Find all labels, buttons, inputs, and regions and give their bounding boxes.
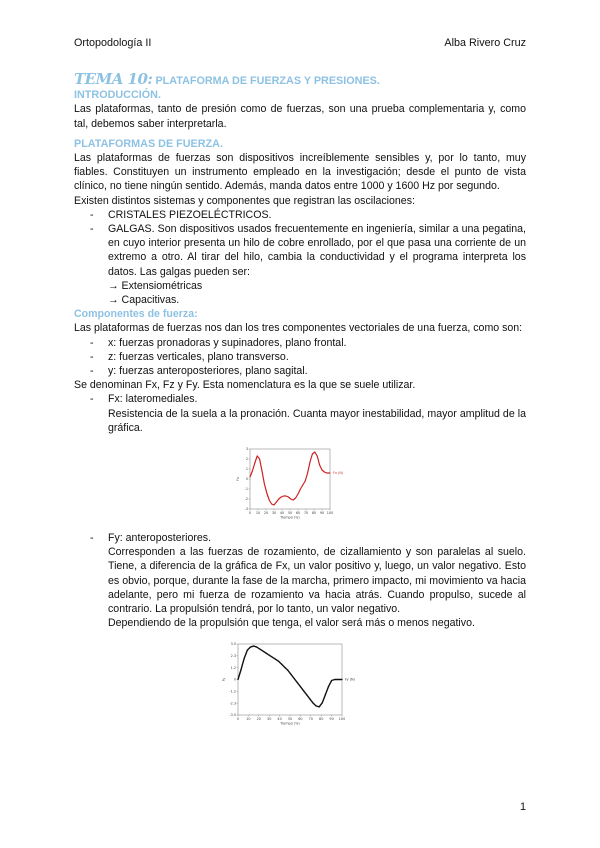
data-point <box>262 650 263 651</box>
data-point <box>303 690 304 691</box>
data-point <box>281 497 282 498</box>
data-point <box>259 648 260 649</box>
data-point <box>275 658 276 659</box>
y-tick-label: -1.2 <box>229 689 236 694</box>
list-item-text: y: fuerzas anteroposteriores, plano sagital. <box>108 365 308 378</box>
galga-type-capacitivas: → Capacitivas. <box>108 294 180 307</box>
y-tick-label: -3.5 <box>229 712 236 717</box>
list-bullet: - <box>90 223 94 236</box>
list-item <box>74 222 526 307</box>
fx-chart <box>236 443 348 521</box>
data-point <box>315 705 316 706</box>
list-item <box>74 336 526 350</box>
data-point <box>271 504 272 505</box>
data-point <box>290 673 291 674</box>
list-item-text: GALGAS. Son dispositivos usados frecuentemente en ingeniería, similar a una pegatina, en cuyo interior presenta un hilo de cobre enrollado, por el que pasa una corriente de un extremo a otro. Al tirar del hilo, cambia la conductividad y el programa interpreta los datos. Las galgas pueden ser: <box>108 223 526 278</box>
data-point <box>269 654 270 655</box>
list-bullet: - <box>90 365 94 378</box>
data-point <box>341 678 342 679</box>
data-point <box>252 471 253 472</box>
intro-paragraph: Las plataformas, tanto de presión como de fuerzas, son una prueba complementaria y, como tal, debemos saber interpretarla. <box>74 103 526 130</box>
data-point <box>273 505 274 506</box>
x-tick-label: 60 <box>298 716 303 721</box>
data-point <box>328 685 329 686</box>
data-point <box>257 456 258 457</box>
data-point <box>249 477 250 478</box>
data-point <box>325 694 326 695</box>
data-point <box>284 666 285 667</box>
x-tick-label: 50 <box>287 716 293 721</box>
data-point <box>288 497 289 498</box>
y-axis-label: Fx <box>236 477 240 482</box>
title-text: PLATAFORMA DE FUERZAS Y PRESIONES. <box>155 75 380 87</box>
fy-text-1: Corresponden a las fuerzas de rozamiento, de cizallamiento y son paralelas al suelo. Tiene, a diferencia de la gráfica de Fx, un valor positivo y, luego, un valor negativo. Esto es obvio, porque, durante la fase de la marcha, primero impacto, mi movimiento va hacia adelante, pero mi fuerza de rozamiento va hacia atrás. Cuando propulso, sucede al contrario. La propulsión tendrá, por lo tanto, un valor negativo. <box>108 546 526 616</box>
list-item-text: x: fuerzas pronadoras y supinadores, plano frontal. <box>108 336 347 349</box>
data-point <box>287 669 288 670</box>
data-point <box>305 481 306 482</box>
list-item <box>74 364 526 378</box>
y-tick-label: 1 <box>245 467 248 472</box>
data-point <box>312 702 313 703</box>
fx-text: Resistencia de la suela a la pronación. Cuanta mayor inestabilidad, mayor amplitud de la gráfica. <box>108 407 526 434</box>
y-tick-label: 0 <box>245 477 248 482</box>
list-item <box>74 208 526 222</box>
data-point <box>265 652 266 653</box>
x-axis-label: Tiempo (%) <box>280 721 300 725</box>
data-point <box>300 685 301 686</box>
data-point <box>278 499 279 500</box>
data-point <box>306 694 307 695</box>
y-tick-label: -3 <box>244 507 248 512</box>
legend-label: Fy (N) <box>345 677 355 681</box>
data-point <box>256 646 257 647</box>
fy-item <box>74 531 526 630</box>
series-line <box>250 452 330 505</box>
y-tick-label: 3 <box>245 447 248 452</box>
fy-section <box>74 531 526 630</box>
x-tick-label: 80 <box>311 511 317 516</box>
data-point <box>322 702 323 703</box>
x-tick-label: 80 <box>319 716 324 721</box>
list-item <box>74 350 526 364</box>
plot-frame <box>238 644 342 715</box>
data-point <box>295 498 296 499</box>
data-point <box>240 668 241 669</box>
page-content <box>74 72 526 727</box>
y-tick-label: 0 <box>233 677 236 682</box>
x-tick-label: 20 <box>256 716 261 721</box>
data-point <box>276 502 277 503</box>
data-point <box>290 499 291 500</box>
data-point <box>334 678 335 679</box>
fy-title: Fy: anteroposteriores. <box>108 532 212 545</box>
y-tick-label: -2 <box>244 497 248 502</box>
y-tick-label: 3.5 <box>230 641 236 646</box>
x-tick-label: 100 <box>326 511 334 516</box>
data-point <box>253 645 254 646</box>
x-tick-label: 0 <box>236 716 240 721</box>
x-tick-label: 0 <box>248 511 252 516</box>
fx-section <box>74 392 526 435</box>
data-point <box>300 489 301 490</box>
y-tick-label: -2.3 <box>229 700 236 705</box>
data-point <box>324 472 325 473</box>
data-point <box>259 459 260 460</box>
x-tick-label: 50 <box>287 511 293 516</box>
fx-item <box>74 392 526 435</box>
data-point <box>317 456 318 457</box>
data-point <box>302 485 303 486</box>
legend-label: Fx (N) <box>333 471 344 476</box>
series-line <box>238 646 342 707</box>
list-bullet: - <box>90 350 94 363</box>
data-point <box>250 646 251 647</box>
data-point <box>337 678 338 679</box>
plataformas-heading: PLATAFORMAS DE FUERZA. <box>74 137 223 150</box>
data-point <box>326 473 327 474</box>
data-point <box>278 660 279 661</box>
x-tick-label: 40 <box>277 716 282 721</box>
data-point <box>266 493 267 494</box>
tema-label: TEMA 10: <box>74 70 153 88</box>
y-tick-label: -1 <box>244 487 248 492</box>
data-point <box>314 452 315 453</box>
x-tick-label: 90 <box>329 716 334 721</box>
fy-chart <box>222 639 362 727</box>
list-bullet: - <box>90 532 94 545</box>
fx-title: Fx: lateromediales. <box>108 393 198 406</box>
x-tick-label: 70 <box>303 511 309 516</box>
data-point <box>318 706 319 707</box>
componentes-paragraph-2: Se denominan Fx, Fz y Fy. Esta nomenclatura es la que se suele utilizar. <box>74 379 416 392</box>
x-tick-label: 40 <box>279 511 285 516</box>
data-point <box>309 462 310 463</box>
data-point <box>297 494 298 495</box>
data-point <box>269 500 270 501</box>
x-tick-label: 100 <box>338 716 346 721</box>
data-point <box>293 500 294 501</box>
componentes-heading: Componentes de fuerza: <box>74 308 198 321</box>
plataformas-paragraph-2: Existen distintos sistemas y componentes que registran las oscilaciones: <box>74 194 415 207</box>
data-point <box>264 484 265 485</box>
x-tick-label: 30 <box>267 716 272 721</box>
y-axis-label: Fy <box>222 677 226 681</box>
x-tick-label: 60 <box>295 511 301 516</box>
data-point <box>285 496 286 497</box>
data-point <box>281 663 282 664</box>
fy-text-2: Dependiendo de la propulsión que tenga, el valor será más o menos negativo. <box>108 617 475 630</box>
header-course: Ortopodología II <box>74 37 152 49</box>
componentes-paragraph-1: Las plataformas de fuerzas nos dan los tres componentes vectoriales de una fuerza, como son: <box>74 322 523 335</box>
document-title <box>74 72 526 88</box>
data-point <box>331 679 332 680</box>
galga-type-extensiometricas: → Extensiométricas <box>108 279 203 292</box>
x-tick-label: 10 <box>246 716 251 721</box>
data-point <box>237 678 238 679</box>
data-point <box>261 471 262 472</box>
data-point <box>247 649 248 650</box>
data-point <box>297 681 298 682</box>
header-author: Alba Rivero Cruz <box>444 37 526 49</box>
data-point <box>307 473 308 474</box>
data-point <box>244 657 245 658</box>
data-point <box>283 496 284 497</box>
list-bullet: - <box>90 208 94 221</box>
data-point <box>294 677 295 678</box>
x-tick-label: 30 <box>271 511 277 516</box>
x-axis-label: Tiempo (%) <box>280 515 300 520</box>
page-number: 1 <box>519 801 526 813</box>
intro-heading: INTRODUCCIÓN. <box>74 89 161 102</box>
data-point <box>321 470 322 471</box>
data-point <box>309 698 310 699</box>
data-point <box>329 473 330 474</box>
data-point <box>272 656 273 657</box>
componentes-list <box>74 336 526 379</box>
list-item-text: CRISTALES PIEZOELÉCTRICOS. <box>108 208 272 221</box>
plataformas-paragraph-1: Las plataformas de fuerzas son dispositivos increíblemente sensibles y, por lo tanto, muy fiables. Constituyen un instrumento empleado en la investigación; desde el punto de vista clínico, no tiene ningún sentido. Además, manda datos entre 1000 y 1600 Hz por segundo. <box>74 152 526 193</box>
data-point <box>319 465 320 466</box>
list-bullet: - <box>90 336 94 349</box>
x-tick-label: 90 <box>319 511 325 516</box>
y-tick-label: 2 <box>245 457 248 462</box>
list-item-text: z: fuerzas verticales, plano transverso. <box>108 350 289 363</box>
y-tick-label: 1.2 <box>230 665 236 670</box>
data-point <box>254 463 255 464</box>
data-point <box>312 454 313 455</box>
list-bullet: - <box>90 393 94 406</box>
sistemas-list <box>74 208 526 307</box>
x-tick-label: 10 <box>255 511 261 516</box>
y-tick-label: 2.3 <box>230 653 236 658</box>
x-tick-label: 70 <box>308 716 313 721</box>
x-tick-label: 20 <box>263 511 269 516</box>
